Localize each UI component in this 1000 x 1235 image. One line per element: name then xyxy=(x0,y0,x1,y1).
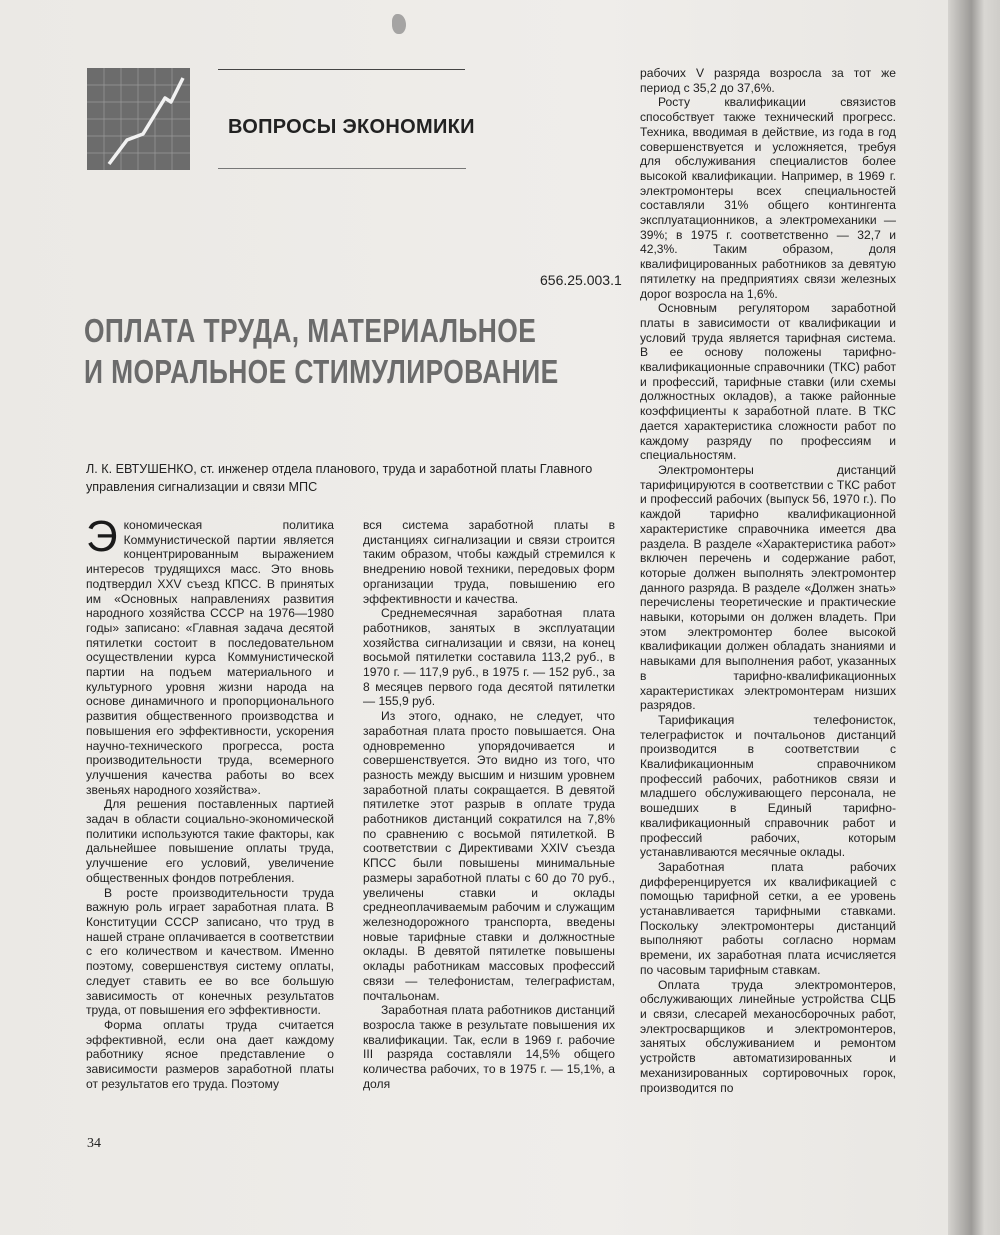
paragraph: Электромонтеры дистанций тарифицируются в соответствии с ТКС работ и профессий рабочих (выпуск 56, 1970 г.). По каждой тарифно квалификационной характеристике справочника имеется два раздела. В разделе «Характеристика работ» включен перечень и содержание работ, которые должен выполнять электромонтер данного разряда. В разделе «Должен знать» перечислены теоретические и практические навыки, которыми он должен владеть. При этом электромонтер более высокой квалификации должен обладать знаниями и навыками для выполнения работ, указанных в тарифно-квалификационных характеристиках электромонтерам низших разрядов. xyxy=(640,462,896,713)
text-column-1 xyxy=(86,512,334,1091)
paragraph: Среднемесячная заработная плата работников, занятых в эксплуатации хозяйства сигнализации и связи, на конец восьмой пятилетки составила 113,2 руб., в 1970 г. — 117,9 руб., в 1975 г. — 152 руб., за 8 месяцев первого года десятой пятилетки — 155,9 руб. xyxy=(363,606,615,709)
drop-cap: Э xyxy=(86,512,118,561)
paragraph: В росте производительности труда важную роль играет заработная плата. В Конституции СССР записано, что труд в нашей стране оплачивается в соответствии с его количеством и качеством. Именно поэтому, совершенствуя систему оплаты, следует ставить ее во все большую зависимость от конечных результатов труда, от повышения его эффективности. xyxy=(86,885,334,1018)
article-title-line-2: И МОРАЛЬНОЕ СТИМУЛИРОВАНИЕ xyxy=(84,353,559,390)
paragraph: Тарификация телефонисток, телеграфисток и почтальонов дистанций производится в соответствии с Квалификационным справочником профессий рабочих, работников связи и младшего обслуживающего персонала, не вошедших в Единый тарифно-квалификационный справочник работ и профессий рабочих, которым устанавливаются месячные оклады. xyxy=(640,712,896,860)
text-column-3 xyxy=(640,66,896,1095)
author-byline: Л. К. ЕВТУШЕНКО, ст. инженер отдела планового, труда и заработной платы Главного управления сигнализации и связи МПС xyxy=(86,462,593,494)
article-title-line-1: ОПЛАТА ТРУДА, МАТЕРИАЛЬНОЕ xyxy=(84,312,537,349)
paragraph: Из этого, однако, не следует, что заработная плата просто повышается. Она одновременно упорядочивается и совершенствуется. Это видно из того, что разность между высшим и низшим уровнем заработной платы сокращается. В девятой пятилетке этот разрыв в оплате труда работников дистанций сократился на 7,8% по сравнению с восьмой пятилеткой. В соответствии с Директивами XXIV съезда КПСС были повышены минимальные размеры заработной платы с 60 до 70 руб., увеличены ставки и оклады среднеоплачиваемым рабочим и служащим железнодорожного транспорта, введены новые тарифные ставки и должностные оклады. В девятой пятилетке повышены оклады работникам массовых профессий связи — телефонистам, телеграфистам, почтальонам. xyxy=(363,709,615,1003)
article-title xyxy=(84,310,559,392)
paragraph: Форма оплаты труда считается эффективной, если она дает каждому работнику ясное представление о зависимости размеров заработной платы от результатов его труда. Поэтому xyxy=(86,1017,334,1091)
paragraph: рабочих V разряда возросла за тот же период с 35,2 до 37,6%. xyxy=(640,66,896,95)
paragraph: Для решения поставленных партией задач в области социально-экономической политики используются такие факторы, как дальнейшее повышение оплаты труда, улучшение его условий, увеличение общественных фондов потребления. xyxy=(86,797,334,885)
paragraph: Основным регулятором заработной платы в зависимости от квалификации и условий труда является тарифная система. В ее основу положены тарифно-квалификационные справочники (ТКС) работ и профессий, тарифные ставки (или схемы должностных окладов), а также районные коэффициенты к заработной плате. В ТКС дается характеристика сложности работ по каждому разряду по профессиям и специальностям. xyxy=(640,301,896,463)
rubric-rule-bottom xyxy=(218,168,466,169)
economics-logo xyxy=(87,68,190,170)
paragraph: Росту квалификации связистов способствует также технический прогресс. Техника, вводимая в действие, из года в год совершенствуется и усложняется, требуя для обслуживания специалистов более высокой квалификации. Например, в 1969 г. электромонтеры всех специальностей составляли 31% общего контингента эксплуатационников, а электромеханики — 39%; в 1975 г. соответственно — 32,7 и 42,3%. Таким образом, доля квалифицированных работников за девятую пятилетку на предприятиях связи железных дорог возросла на 1,6%. xyxy=(640,95,896,301)
paragraph: Заработная плата рабочих дифференцируется их квалификацией с помощью тарифной сетки, а ее уровень устанавливается тарифными ставками. Поскольку электромонтеры дистанций выполняют работы согласно нормам времени, их заработная плата исчисляется по часовым тарифным ставкам. xyxy=(640,859,896,977)
paragraph: Заработная плата работников дистанций возросла также в результате повышения их квалификации. Так, если в 1969 г. рабочие III разряда составляли 14,5% общего количества рабочих, то в 1975 г. — 15,1%, а доля xyxy=(363,1003,615,1091)
ink-mark xyxy=(392,14,406,34)
page-binding-shadow xyxy=(948,0,1000,1235)
udc-code: 656.25.003.1 xyxy=(540,272,622,288)
text-column-2 xyxy=(363,518,615,1091)
paragraph: Оплата труда электромонтеров, обслуживающих линейные устройства СЦБ и связи, слесарей механосборочных работ, электросварщиков и электромонтеров, занятых обслуживанием и ремонтом устройств автоматизированных и механизированных сортировочных горок, производится по xyxy=(640,977,896,1095)
page-number: 34 xyxy=(87,1136,101,1151)
rubric-rule-top xyxy=(218,69,465,70)
rubric-title: ВОПРОСЫ ЭКОНОМИКИ xyxy=(228,116,475,138)
paragraph: Экономическая политика Коммунистической партии является концентрированным выражением интересов трудящихся масс. Это вновь подтвердил XXV съезд КПСС. В принятых им «Основных направлениях развития народного хозяйства СССР на 1976—1980 годы» записано: «Главная задача десятой пятилетки состоит в последовательном осуществлении курса Коммунистической партии на подъем материального и культурного уровня жизни народа на основе динамичного и пропорционального развития общественного производства и повышения его эффективности, ускорения научно-технического прогресса, роста производительности труда, всемерного улучшения качества работы во всех звеньях народного хозяйства». xyxy=(86,512,334,797)
rising-chart-icon xyxy=(87,68,190,170)
paragraph: вся система заработной платы в дистанциях сигнализации и связи строится таким образом, чтобы каждый стремился к внедрению новой техники, передовых форм организации труда, повышению его эффективности и качества. xyxy=(363,518,615,606)
